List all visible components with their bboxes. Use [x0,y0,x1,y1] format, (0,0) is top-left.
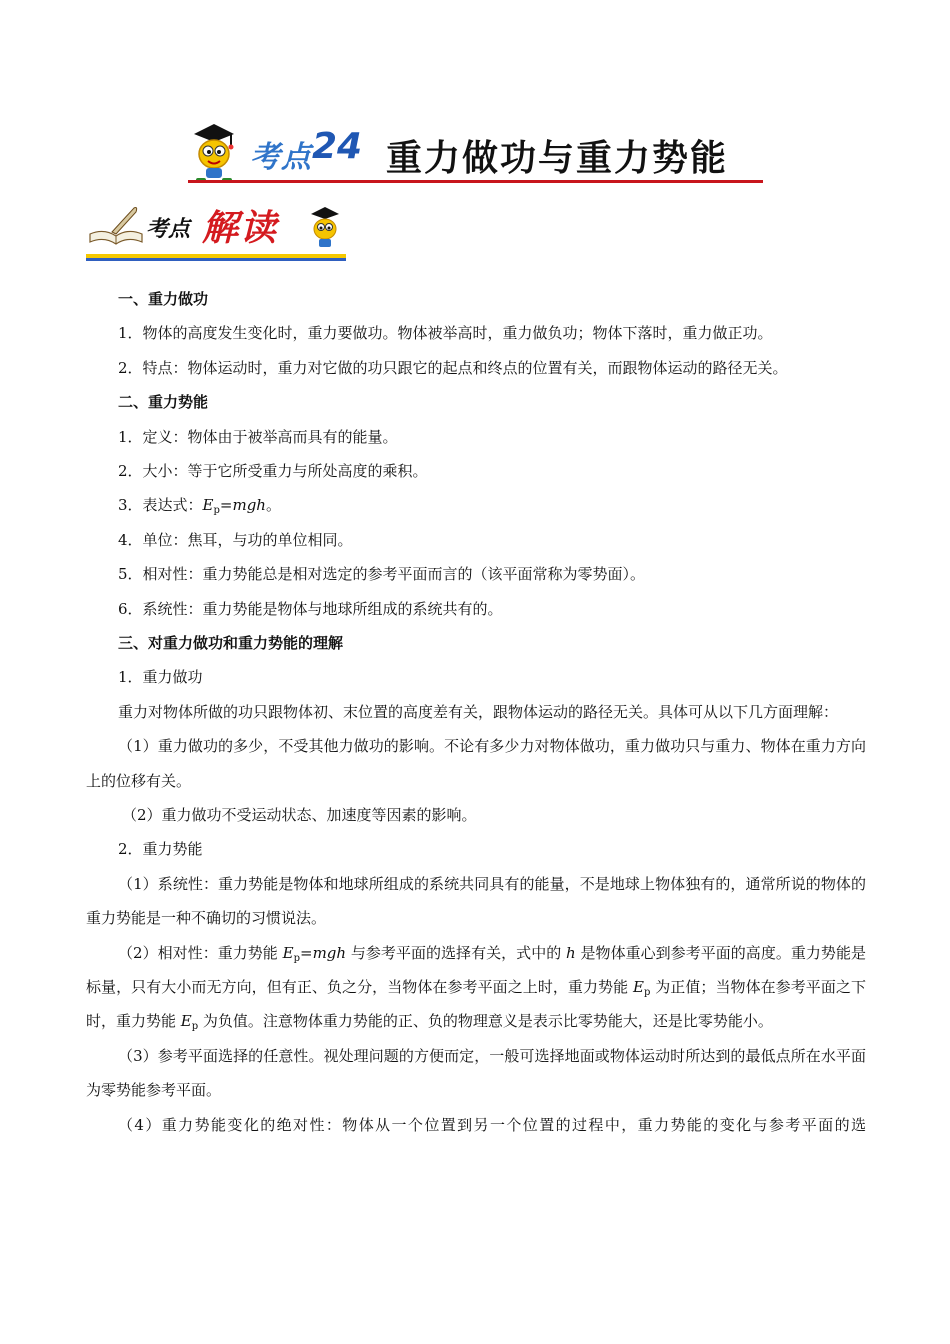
section-2-item-6: 6．系统性：重力势能是物体与地球所组成的系统共有的。 [118,599,503,618]
section-2-item-3: 3．表达式：$E_p=mgh$。 [118,496,281,517]
section-2-item-1: 1．定义：物体由于被举高而具有的能量。 [118,427,398,446]
section-2-item-4: 4．单位：焦耳，与功的单位相同。 [118,530,353,549]
title-number: 24 [312,126,363,167]
page-title: 重力做功与重力势能 [386,138,729,179]
paragraph-2: （1）重力做功的多少，不受其他力做功的影响。不论有多少力对物体做功，重力做功只与重力、物体在重力方向上的位移有关。 [86,737,866,790]
paragraph-6: （3）参考平面选择的任意性。视处理问题的方便而定，一般可选择地面或物体运动时所达到的最低点所在水平面为零势能参考平面。 [86,1046,866,1100]
section-1-item-1: 1．物体的高度发生变化时，重力要做功。物体被举高时，重力做负功；物体下落时，重力做正功。 [118,324,773,343]
paragraph-3: （2）重力做功不受运动状态、加速度等因素的影响。 [122,805,477,824]
paragraph-4: （1）系统性：重力势能是物体和地球所组成的系统共同具有的能量，不是地球上物体独有的，通常所说的物体的重力势能是一种不确切的习惯说法。 [86,874,866,928]
subheading-potential-energy: 2．重力势能 [118,840,203,859]
mascot-icon [308,204,342,250]
section-1-item-2: 2．特点：物体运动时，重力对它做的功只跟它的起点和终点的位置有关，而跟物体运动的路径无关。 [118,358,788,377]
section-heading-3: 三、对重力做功和重力势能的理解 [118,633,344,652]
banner-underline [86,254,346,261]
subheading-gravity-work: 1．重力做功 [118,668,203,687]
section-2-item-5: 5．相对性：重力势能总是相对选定的参考平面而言的（该平面常称为零势面）。 [118,565,646,584]
book-quill-icon [86,204,146,248]
mascot-graduate-icon [188,120,240,184]
paragraph-5: （2）相对性：重力势能 $E_p=mgh$ 与参考平面的选择有关，式中的 h 是物体重心到参考平面的高度。重力势能是标量，只有大小而无方向，但有正、负之分，当物体在参考平面之上时，重力势能 $E_p$ 为正值；当物体在参考平面之下时，重力势能 $E_p$ 为负值。注意物体重力势能的正、负的物理意义是表示比零势能大，还是比零势能小。 [86,943,866,1033]
title-prefix: 考点 [250,140,312,175]
section-heading-1: 一、重力做功 [118,290,209,308]
banner-highlight: 解读 [202,208,279,249]
section-heading-2: 二、重力势能 [118,393,209,412]
document-body [86,282,866,1142]
title-underline [188,180,763,183]
section-banner [86,198,346,262]
banner-label: 考点 [146,217,191,242]
paragraph-7: （4）重力势能变化的绝对性：物体从一个位置到另一个位置的过程中，重力势能的变化与参考平面的选 [118,1115,866,1134]
title-block [188,118,763,184]
paragraph-1: 重力对物体所做的功只跟物体初、末位置的高度差有关，跟物体运动的路径无关。具体可从以下几方面理解： [118,702,839,721]
section-2-item-2: 2．大小：等于它所受重力与所处高度的乘积。 [118,461,428,480]
